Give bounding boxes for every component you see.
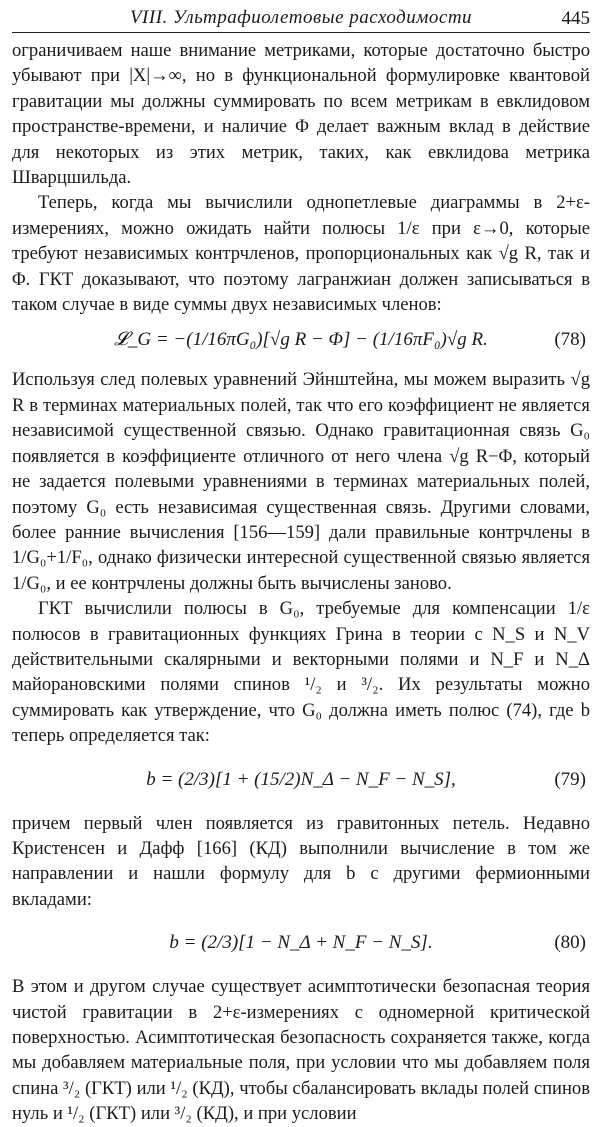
page-header xyxy=(12,2,590,33)
page-number: 445 xyxy=(561,8,590,29)
book-page xyxy=(12,0,590,1125)
paragraph-continuation: ограничиваем наше внимание метриками, которые достаточно быстро убывают при |X|→∞, но в функциональной формулировке квантовой гравитации мы должны суммировать по всем метрикам в евклидовом пространстве-времени, и наличие Φ делает важным вклад в действие для некоторых из этих метрик, таких, как евклидова метрика Шварцшильда. xyxy=(12,40,590,189)
paragraph-einstein-trace: Используя след полевых уравнений Эйнштейна, мы можем выразить √g R в терминах материальных полей, так что его коэффициент не является независимой существенной связью. Однако гравитационная связь G₀ появляется в коэффициенте отличного от него члена √g R−Φ, который не задается полевыми уравнениями в терминах материальных полей, поэтому G₀ есть независимая существенная связь. Другими словами, более ранние вычисления [156—159] дали правильные контрчлены в 1/G₀+1/F₀, однако физически интересной существенной связью является 1/G₀, и ее контрчлены должны быть вычислены заново. xyxy=(12,369,590,594)
paragraph-christensen-duff: причем первый член появляется из гравитонных петель. Недавно Кристенсен и Дафф [166] (КД) выполнили вычисление в том же направлении и нашли формулу для b с другими фермионными вкладами: xyxy=(12,812,590,910)
equation-78 xyxy=(12,317,590,367)
equation-80 xyxy=(12,912,590,974)
paragraph-gkt-poles: ГКТ вычислили полюсы в G₀, требуемые для компенсации 1/ε полюсов в гравитационных функциях Грина в теории с N_S и N_V действительными скалярными и векторными полями и N_F и N_Δ майорановскими полями спинов ¹/₂ и ³/₂. Их результаты можно суммировать как утверждение, что G₀ должна иметь полюс (74), где b теперь определяется так: xyxy=(12,598,590,747)
equation-79 xyxy=(12,749,590,811)
equation-78-number: (78) xyxy=(554,329,586,351)
equation-80-formula: b = (2/3)[1 − N_Δ + N_F − N_S]. xyxy=(169,932,433,954)
equation-78-formula: 𝓛_G = −(1/16πG₀)[√g R − Φ] − (1/16πF₀)√g R. xyxy=(114,329,488,351)
equation-80-number: (80) xyxy=(554,932,586,954)
equation-79-number: (79) xyxy=(554,768,586,790)
running-title: VIII. Ультрафиолетовые расходимости xyxy=(129,7,473,28)
page-body xyxy=(12,38,590,1127)
equation-79-formula: b = (2/3)[1 + (15/2)N_Δ − N_F − N_S], xyxy=(146,768,456,790)
paragraph-one-loop: Теперь, когда мы вычислили однопетлевые диаграммы в 2+ε-измерениях, можно ожидать найти полюсы 1/ε при ε→0, которые требуют независимых контрчленов, пропорциональных как √g R, так и Φ. ГКТ доказывают, что поэтому лагранжиан должен записываться в таком случае в виде суммы двух независимых членов: xyxy=(12,192,590,316)
paragraph-asymptotic-safety: В этом и другом случае существует асимптотически безопасная теория чистой гравитации в 2+ε-измерениях с одномерной критической поверхностью. Асимптотическая безопасность сохраняется также, когда мы добавляем материальные поля, при условии что мы добавляем поля спина ³/₂ (ГКТ) или ¹/₂ (КД), чтобы сбалансировать вклады полей спинов нуль и ¹/₂ (ГКТ) или ³/₂ (КД), и при условии xyxy=(12,976,590,1125)
